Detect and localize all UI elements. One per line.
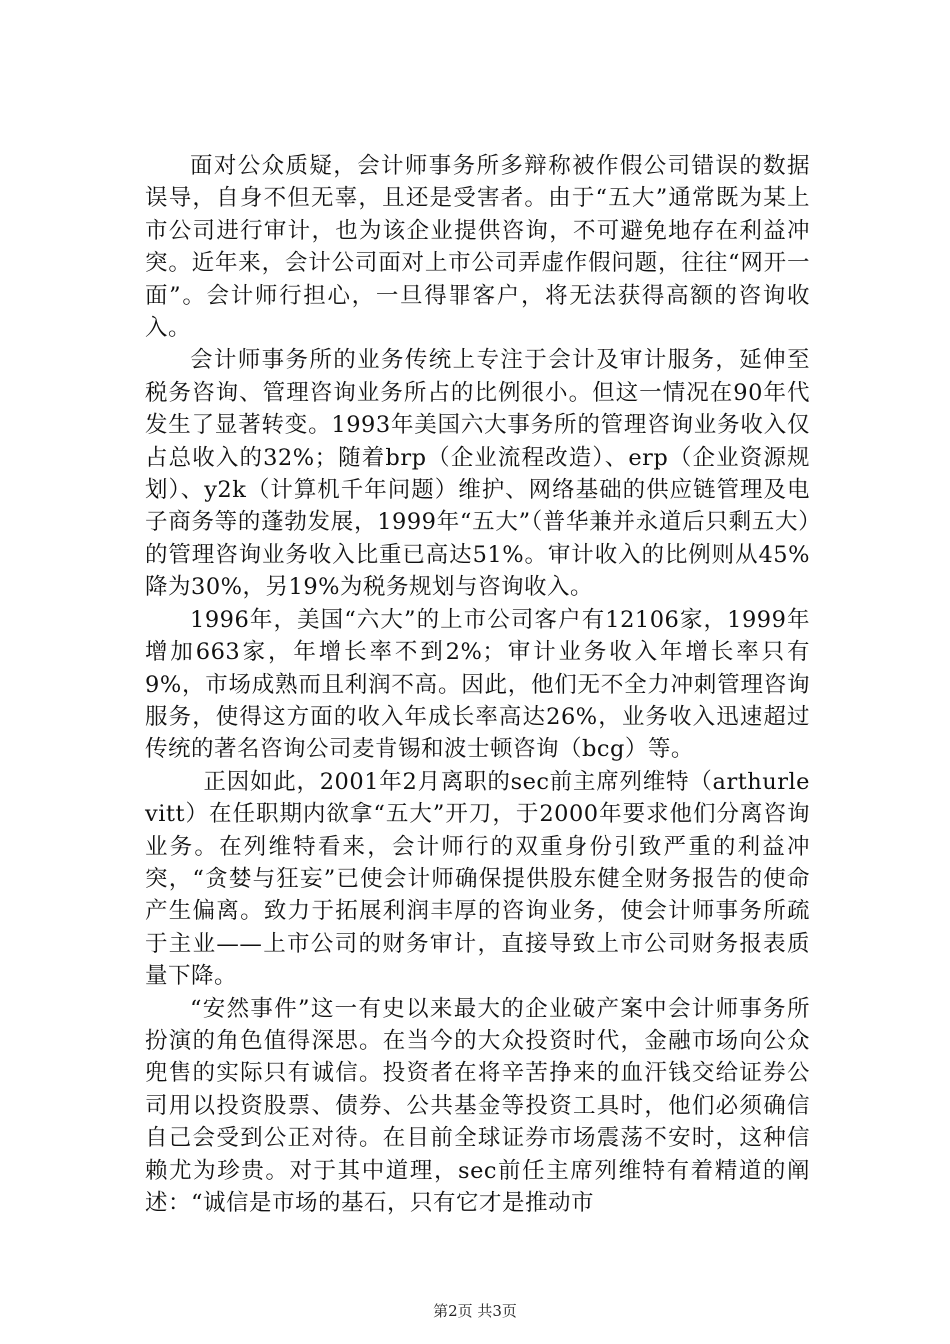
paragraph-1: 面对公众质疑，会计师事务所多辩称被作假公司错误的数据误导，自身不但无辜，且还是受害者。由于“五大”通常既为某上市公司进行审计，也为该企业提供咨询，不可避免地存在利益冲突。近年来，会计公司面对上市公司弄虚作假问题，往往“网开一面”。会计师行担心，一旦得罪客户，将无法获得高额的咨询收入。	[145, 153, 810, 342]
body-text	[145, 150, 810, 1219]
paragraph-5: “安然事件”这一有史以来最大的企业破产案中会计师事务所扮演的角色值得深思。在当今的大众投资时代，金融市场向公众兜售的实际只有诚信。投资者在将辛苦挣来的血汗钱交给证券公司用以投资股票、债券、公共基金等投资工具时，他们必须确信自己会受到公正对待。在目前全球证券市场震荡不安时，这种信赖尤为珍贵。对于其中道理，sec前任主席列维特有着精道的阐述：“诚信是市场的基石，只有它才是推动市	[145, 995, 810, 1216]
paragraph-4: 正因如此，2001年2月离职的sec前主席列维特（arthurlevitt）在任职期内欲拿“五大”开刀，于2000年要求他们分离咨询业务。在列维特看来，会计师行的双重身份引致严重的利益冲突，“贪婪与狂妄”已使会计师确保提供股东健全财务报告的使命产生偏离。致力于拓展利润丰厚的咨询业务，使会计师事务所疏于主业——上市公司的财务审计，直接导致上市公司财务报表质量下降。	[145, 768, 810, 990]
paragraph-2: 会计师事务所的业务传统上专注于会计及审计服务，延伸至税务咨询、管理咨询业务所占的比例很小。但这一情况在90年代发生了显著转变。1993年美国六大事务所的管理咨询业务收入仅占总收入的32%；随着brp（企业流程改造）、erp（企业资源规划）、y2k（计算机千年问题）维护、网络基础的供应链管理及电子商务等的蓬勃发展，1999年“五大”（普华兼并永道后只剩五大）的管理咨询业务收入比重已高达51%。审计收入的比例则从45%降为30%，另19%为税务规划与咨询收入。	[145, 347, 810, 601]
paragraph-3: 1996年，美国“六大”的上市公司客户有12106家，1999年增加663家，年增长率不到2%；审计业务收入年增长率只有9%，市场成熟而且利润不高。因此，他们无不全力冲刺管理咨询服务，使得这方面的收入年成长率高达26%，业务收入迅速超过传统的著名咨询公司麦肯锡和波士顿咨询（bcg）等。	[145, 606, 810, 763]
page-number-footer: 第2页 共3页	[433, 1302, 517, 1320]
